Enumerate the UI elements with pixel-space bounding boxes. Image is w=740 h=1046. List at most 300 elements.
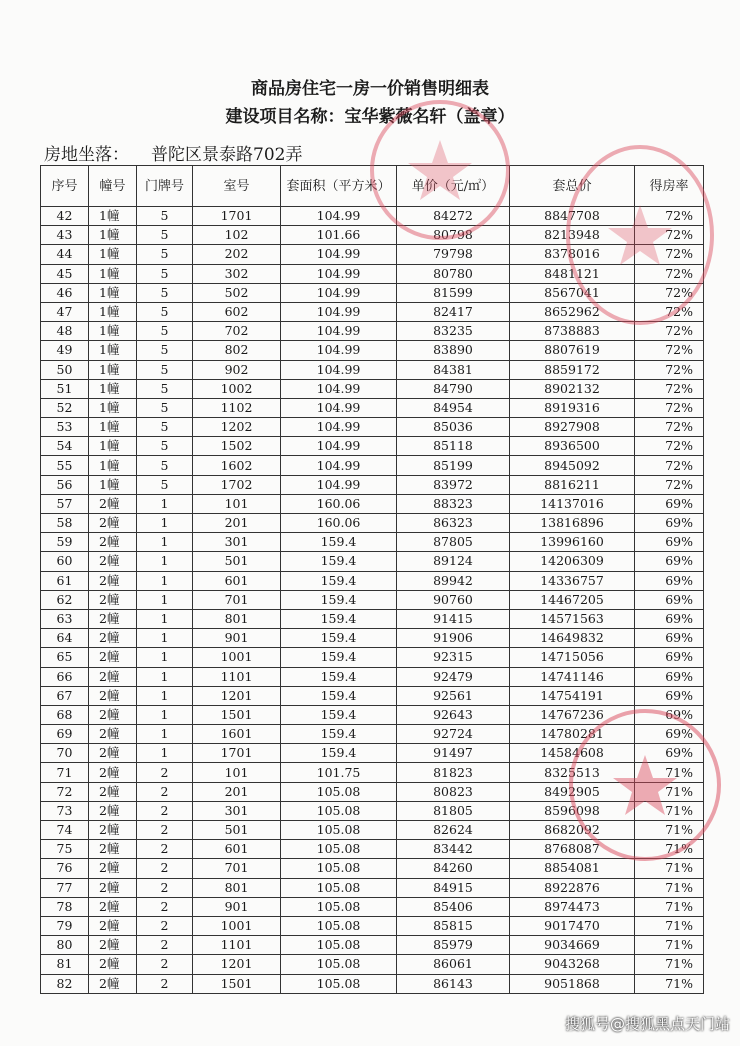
table-row <box>41 974 704 993</box>
area-cell: 101.75 <box>281 763 397 782</box>
table-row <box>41 955 704 974</box>
room-cell: 501 <box>193 821 281 840</box>
table-row <box>41 801 704 820</box>
area-cell: 104.99 <box>281 398 397 417</box>
table-row <box>41 725 704 744</box>
door-number-cell: 1 <box>137 590 193 609</box>
area-cell: 159.4 <box>281 609 397 628</box>
room-cell: 702 <box>193 322 281 341</box>
table-row <box>41 283 704 302</box>
area-cell: 159.4 <box>281 533 397 552</box>
unit-price-cell: 91415 <box>397 609 510 628</box>
column-header: 幢号 <box>89 166 137 207</box>
area-cell: 159.4 <box>281 629 397 648</box>
efficiency-rate-cell: 71% <box>635 859 704 878</box>
serial-cell: 62 <box>41 590 89 609</box>
total-price-cell: 14767236 <box>510 705 635 724</box>
unit-price-cell: 86061 <box>397 955 510 974</box>
table-row <box>41 322 704 341</box>
area-cell: 104.99 <box>281 341 397 360</box>
area-cell: 159.4 <box>281 705 397 724</box>
area-cell: 104.99 <box>281 456 397 475</box>
total-price-cell: 8927908 <box>510 418 635 437</box>
door-number-cell: 5 <box>137 398 193 417</box>
building-cell: 2幢 <box>89 609 137 628</box>
efficiency-rate-cell: 71% <box>635 916 704 935</box>
building-cell: 1幢 <box>89 283 137 302</box>
table-row <box>41 936 704 955</box>
area-cell: 159.4 <box>281 590 397 609</box>
building-cell: 2幢 <box>89 686 137 705</box>
room-cell: 1702 <box>193 475 281 494</box>
location-label: 房地坐落： <box>44 145 129 165</box>
door-number-cell: 2 <box>137 801 193 820</box>
room-cell: 1201 <box>193 686 281 705</box>
door-number-cell: 5 <box>137 379 193 398</box>
serial-cell: 52 <box>41 398 89 417</box>
table-row <box>41 207 704 226</box>
efficiency-rate-cell: 72% <box>635 207 704 226</box>
efficiency-rate-cell: 69% <box>635 590 704 609</box>
efficiency-rate-cell: 72% <box>635 226 704 245</box>
efficiency-rate-cell: 71% <box>635 782 704 801</box>
serial-cell: 63 <box>41 609 89 628</box>
building-cell: 2幢 <box>89 571 137 590</box>
table-row <box>41 398 704 417</box>
door-number-cell: 5 <box>137 456 193 475</box>
unit-price-cell: 85036 <box>397 418 510 437</box>
building-cell: 2幢 <box>89 955 137 974</box>
efficiency-rate-cell: 69% <box>635 705 704 724</box>
serial-cell: 54 <box>41 437 89 456</box>
door-number-cell: 2 <box>137 955 193 974</box>
door-number-cell: 5 <box>137 207 193 226</box>
door-number-cell: 2 <box>137 878 193 897</box>
unit-price-cell: 81599 <box>397 283 510 302</box>
total-price-cell: 14584608 <box>510 744 635 763</box>
unit-price-cell: 87805 <box>397 533 510 552</box>
building-cell: 2幢 <box>89 859 137 878</box>
door-number-cell: 1 <box>137 571 193 590</box>
efficiency-rate-cell: 69% <box>635 686 704 705</box>
efficiency-rate-cell: 71% <box>635 801 704 820</box>
building-cell: 2幢 <box>89 629 137 648</box>
efficiency-rate-cell: 69% <box>635 725 704 744</box>
area-cell: 159.4 <box>281 571 397 590</box>
unit-price-cell: 92561 <box>397 686 510 705</box>
total-price-cell: 14137016 <box>510 494 635 513</box>
unit-price-cell: 81823 <box>397 763 510 782</box>
room-cell: 202 <box>193 245 281 264</box>
total-price-cell: 8682092 <box>510 821 635 840</box>
efficiency-rate-cell: 71% <box>635 936 704 955</box>
room-cell: 1502 <box>193 437 281 456</box>
room-cell: 601 <box>193 840 281 859</box>
room-cell: 101 <box>193 763 281 782</box>
efficiency-rate-cell: 69% <box>635 514 704 533</box>
room-cell: 1102 <box>193 398 281 417</box>
building-cell: 2幢 <box>89 821 137 840</box>
efficiency-rate-cell: 72% <box>635 475 704 494</box>
unit-price-cell: 84954 <box>397 398 510 417</box>
room-cell: 701 <box>193 859 281 878</box>
total-price-cell: 8768087 <box>510 840 635 859</box>
total-price-cell: 8902132 <box>510 379 635 398</box>
table-row <box>41 821 704 840</box>
column-header: 序号 <box>41 166 89 207</box>
property-location <box>44 140 324 165</box>
area-cell: 159.4 <box>281 725 397 744</box>
door-number-cell: 2 <box>137 763 193 782</box>
unit-price-cell: 86143 <box>397 974 510 993</box>
column-header: 室号 <box>193 166 281 207</box>
door-number-cell: 2 <box>137 859 193 878</box>
serial-cell: 56 <box>41 475 89 494</box>
unit-price-cell: 85118 <box>397 437 510 456</box>
room-cell: 301 <box>193 533 281 552</box>
table-row <box>41 916 704 935</box>
room-cell: 1101 <box>193 667 281 686</box>
door-number-cell: 1 <box>137 667 193 686</box>
efficiency-rate-cell: 69% <box>635 629 704 648</box>
area-cell: 104.99 <box>281 360 397 379</box>
room-cell: 801 <box>193 609 281 628</box>
door-number-cell: 2 <box>137 840 193 859</box>
building-cell: 1幢 <box>89 475 137 494</box>
room-cell: 801 <box>193 878 281 897</box>
building-cell: 1幢 <box>89 437 137 456</box>
unit-price-cell: 82624 <box>397 821 510 840</box>
unit-price-cell: 84915 <box>397 878 510 897</box>
unit-price-cell: 81805 <box>397 801 510 820</box>
total-price-cell: 9017470 <box>510 916 635 935</box>
table-row <box>41 648 704 667</box>
serial-cell: 69 <box>41 725 89 744</box>
serial-cell: 43 <box>41 226 89 245</box>
door-number-cell: 5 <box>137 264 193 283</box>
building-cell: 2幢 <box>89 782 137 801</box>
total-price-cell: 8859172 <box>510 360 635 379</box>
table-row <box>41 226 704 245</box>
total-price-cell: 8922876 <box>510 878 635 897</box>
serial-cell: 78 <box>41 897 89 916</box>
room-cell: 1601 <box>193 725 281 744</box>
building-cell: 2幢 <box>89 552 137 571</box>
total-price-cell: 8492905 <box>510 782 635 801</box>
door-number-cell: 5 <box>137 360 193 379</box>
serial-cell: 79 <box>41 916 89 935</box>
serial-cell: 75 <box>41 840 89 859</box>
total-price-cell: 14206309 <box>510 552 635 571</box>
area-cell: 104.99 <box>281 322 397 341</box>
room-cell: 1501 <box>193 705 281 724</box>
efficiency-rate-cell: 71% <box>635 955 704 974</box>
door-number-cell: 1 <box>137 629 193 648</box>
area-cell: 105.08 <box>281 801 397 820</box>
total-price-cell: 8807619 <box>510 341 635 360</box>
table-row <box>41 840 704 859</box>
unit-price-cell: 92643 <box>397 705 510 724</box>
serial-cell: 73 <box>41 801 89 820</box>
efficiency-rate-cell: 72% <box>635 398 704 417</box>
serial-cell: 58 <box>41 514 89 533</box>
door-number-cell: 5 <box>137 418 193 437</box>
total-price-cell: 8378016 <box>510 245 635 264</box>
table-row <box>41 341 704 360</box>
total-price-cell: 8974473 <box>510 897 635 916</box>
room-cell: 1002 <box>193 379 281 398</box>
room-cell: 601 <box>193 571 281 590</box>
serial-cell: 76 <box>41 859 89 878</box>
area-cell: 104.99 <box>281 245 397 264</box>
area-cell: 104.99 <box>281 379 397 398</box>
watermark: 搜狐号@搜狐黑点天门站 <box>564 1015 730 1033</box>
room-cell: 301 <box>193 801 281 820</box>
total-price-cell: 9043268 <box>510 955 635 974</box>
project-name: 建设项目名称：宝华紫薇名轩（盖章） <box>225 107 515 127</box>
serial-cell: 59 <box>41 533 89 552</box>
serial-cell: 64 <box>41 629 89 648</box>
building-cell: 2幢 <box>89 897 137 916</box>
building-cell: 2幢 <box>89 494 137 513</box>
table-row <box>41 667 704 686</box>
serial-cell: 44 <box>41 245 89 264</box>
area-cell: 159.4 <box>281 648 397 667</box>
efficiency-rate-cell: 72% <box>635 437 704 456</box>
area-cell: 104.99 <box>281 437 397 456</box>
total-price-cell: 14780281 <box>510 725 635 744</box>
table-row <box>41 475 704 494</box>
area-cell: 159.4 <box>281 667 397 686</box>
building-cell: 1幢 <box>89 398 137 417</box>
building-cell: 2幢 <box>89 725 137 744</box>
efficiency-rate-cell: 69% <box>635 648 704 667</box>
serial-cell: 72 <box>41 782 89 801</box>
room-cell: 701 <box>193 590 281 609</box>
building-cell: 2幢 <box>89 763 137 782</box>
area-cell: 104.99 <box>281 207 397 226</box>
building-cell: 1幢 <box>89 322 137 341</box>
room-cell: 502 <box>193 283 281 302</box>
building-cell: 2幢 <box>89 801 137 820</box>
serial-cell: 50 <box>41 360 89 379</box>
efficiency-rate-cell: 69% <box>635 609 704 628</box>
unit-price-cell: 85815 <box>397 916 510 935</box>
door-number-cell: 2 <box>137 821 193 840</box>
door-number-cell: 1 <box>137 725 193 744</box>
door-number-cell: 5 <box>137 475 193 494</box>
total-price-cell: 14571563 <box>510 609 635 628</box>
total-price-cell: 8567041 <box>510 283 635 302</box>
serial-cell: 49 <box>41 341 89 360</box>
serial-cell: 46 <box>41 283 89 302</box>
door-number-cell: 1 <box>137 744 193 763</box>
efficiency-rate-cell: 72% <box>635 264 704 283</box>
serial-cell: 82 <box>41 974 89 993</box>
serial-cell: 80 <box>41 936 89 955</box>
unit-price-cell: 91906 <box>397 629 510 648</box>
unit-price-cell: 79798 <box>397 245 510 264</box>
unit-price-cell: 85199 <box>397 456 510 475</box>
table-row <box>41 629 704 648</box>
efficiency-rate-cell: 71% <box>635 840 704 859</box>
room-cell: 901 <box>193 629 281 648</box>
room-cell: 1602 <box>193 456 281 475</box>
building-cell: 2幢 <box>89 667 137 686</box>
unit-price-cell: 84260 <box>397 859 510 878</box>
room-cell: 1201 <box>193 955 281 974</box>
room-cell: 1001 <box>193 916 281 935</box>
unit-price-cell: 84272 <box>397 207 510 226</box>
room-cell: 201 <box>193 514 281 533</box>
total-price-cell: 13996160 <box>510 533 635 552</box>
table-row <box>41 456 704 475</box>
door-number-cell: 5 <box>137 283 193 302</box>
total-price-cell: 14467205 <box>510 590 635 609</box>
total-price-cell: 8816211 <box>510 475 635 494</box>
building-cell: 1幢 <box>89 302 137 321</box>
room-cell: 802 <box>193 341 281 360</box>
total-price-cell: 9051868 <box>510 974 635 993</box>
serial-cell: 48 <box>41 322 89 341</box>
table-row <box>41 418 704 437</box>
table-row <box>41 379 704 398</box>
column-header: 得房率 <box>635 166 704 207</box>
serial-cell: 71 <box>41 763 89 782</box>
room-cell: 1202 <box>193 418 281 437</box>
efficiency-rate-cell: 69% <box>635 533 704 552</box>
building-cell: 2幢 <box>89 916 137 935</box>
door-number-cell: 1 <box>137 494 193 513</box>
efficiency-rate-cell: 72% <box>635 456 704 475</box>
table-row <box>41 533 704 552</box>
serial-cell: 61 <box>41 571 89 590</box>
table-row <box>41 552 704 571</box>
unit-price-cell: 83442 <box>397 840 510 859</box>
door-number-cell: 1 <box>137 686 193 705</box>
total-price-cell: 8847708 <box>510 207 635 226</box>
total-price-cell: 14715056 <box>510 648 635 667</box>
total-price-cell: 8652962 <box>510 302 635 321</box>
table-row <box>41 302 704 321</box>
total-price-cell: 8325513 <box>510 763 635 782</box>
area-cell: 105.08 <box>281 936 397 955</box>
unit-price-cell: 82417 <box>397 302 510 321</box>
table-row <box>41 437 704 456</box>
door-number-cell: 1 <box>137 514 193 533</box>
unit-price-cell: 92724 <box>397 725 510 744</box>
building-cell: 1幢 <box>89 226 137 245</box>
serial-cell: 81 <box>41 955 89 974</box>
unit-price-cell: 85406 <box>397 897 510 916</box>
building-cell: 1幢 <box>89 264 137 283</box>
table-row <box>41 782 704 801</box>
serial-cell: 60 <box>41 552 89 571</box>
door-number-cell: 5 <box>137 322 193 341</box>
area-cell: 105.08 <box>281 782 397 801</box>
room-cell: 1001 <box>193 648 281 667</box>
table-row <box>41 878 704 897</box>
table-row <box>41 686 704 705</box>
sales-detail-table <box>40 165 704 994</box>
table-row <box>41 897 704 916</box>
building-cell: 1幢 <box>89 379 137 398</box>
area-cell: 104.99 <box>281 475 397 494</box>
unit-price-cell: 80823 <box>397 782 510 801</box>
room-cell: 1701 <box>193 744 281 763</box>
efficiency-rate-cell: 69% <box>635 571 704 590</box>
column-header: 套总价 <box>510 166 635 207</box>
total-price-cell: 14754191 <box>510 686 635 705</box>
column-header: 门牌号 <box>137 166 193 207</box>
unit-price-cell: 89942 <box>397 571 510 590</box>
room-cell: 1701 <box>193 207 281 226</box>
door-number-cell: 2 <box>137 936 193 955</box>
table-header-row <box>41 166 704 207</box>
unit-price-cell: 92315 <box>397 648 510 667</box>
unit-price-cell: 84790 <box>397 379 510 398</box>
building-cell: 2幢 <box>89 590 137 609</box>
area-cell: 101.66 <box>281 226 397 245</box>
total-price-cell: 8936500 <box>510 437 635 456</box>
efficiency-rate-cell: 69% <box>635 744 704 763</box>
area-cell: 104.99 <box>281 302 397 321</box>
building-cell: 2幢 <box>89 744 137 763</box>
efficiency-rate-cell: 69% <box>635 494 704 513</box>
door-number-cell: 5 <box>137 341 193 360</box>
total-price-cell: 8945092 <box>510 456 635 475</box>
building-cell: 2幢 <box>89 974 137 993</box>
table-row <box>41 744 704 763</box>
table-row <box>41 763 704 782</box>
serial-cell: 53 <box>41 418 89 437</box>
area-cell: 159.4 <box>281 744 397 763</box>
location-value: 普陀区景泰路702弄 <box>151 145 303 165</box>
serial-cell: 57 <box>41 494 89 513</box>
door-number-cell: 2 <box>137 782 193 801</box>
serial-cell: 68 <box>41 705 89 724</box>
room-cell: 102 <box>193 226 281 245</box>
door-number-cell: 1 <box>137 552 193 571</box>
door-number-cell: 1 <box>137 648 193 667</box>
area-cell: 105.08 <box>281 821 397 840</box>
total-price-cell: 8854081 <box>510 859 635 878</box>
table-row <box>41 360 704 379</box>
efficiency-rate-cell: 69% <box>635 667 704 686</box>
table-row <box>41 705 704 724</box>
building-cell: 1幢 <box>89 360 137 379</box>
total-price-cell: 13816896 <box>510 514 635 533</box>
door-number-cell: 5 <box>137 302 193 321</box>
room-cell: 1501 <box>193 974 281 993</box>
total-price-cell: 14649832 <box>510 629 635 648</box>
room-cell: 201 <box>193 782 281 801</box>
efficiency-rate-cell: 72% <box>635 341 704 360</box>
door-number-cell: 2 <box>137 897 193 916</box>
area-cell: 105.08 <box>281 955 397 974</box>
unit-price-cell: 83972 <box>397 475 510 494</box>
area-cell: 105.08 <box>281 916 397 935</box>
table-row <box>41 264 704 283</box>
efficiency-rate-cell: 71% <box>635 897 704 916</box>
door-number-cell: 5 <box>137 226 193 245</box>
area-cell: 105.08 <box>281 974 397 993</box>
area-cell: 105.08 <box>281 878 397 897</box>
unit-price-cell: 86323 <box>397 514 510 533</box>
building-cell: 2幢 <box>89 514 137 533</box>
room-cell: 101 <box>193 494 281 513</box>
unit-price-cell: 90760 <box>397 590 510 609</box>
